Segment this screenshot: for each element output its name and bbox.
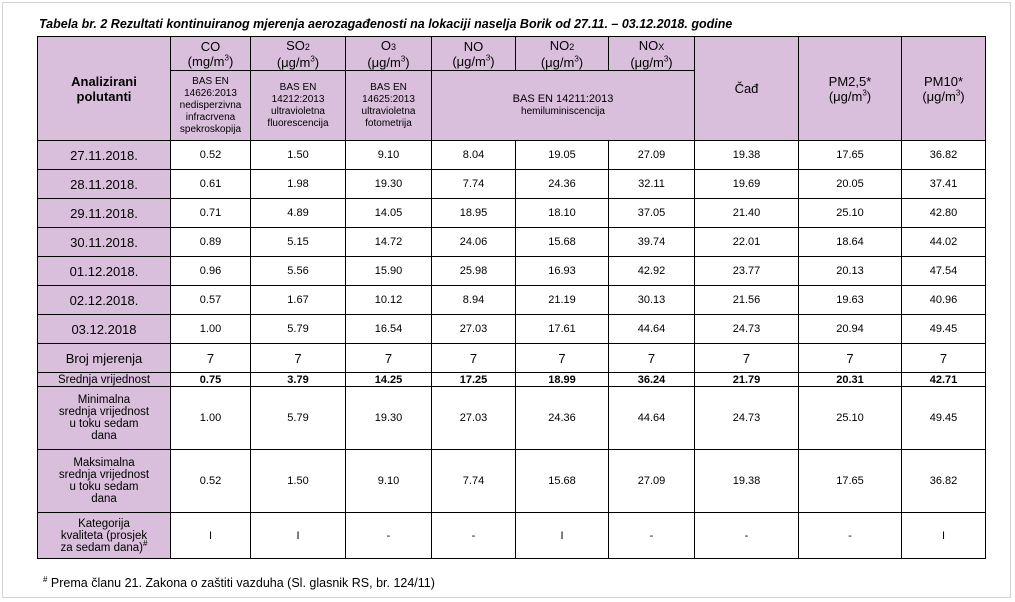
table-cell: I [171,513,251,559]
table-cell: 37.41 [902,170,986,199]
table-cell: 0.61 [171,170,251,199]
table-cell: 27.09 [609,141,695,170]
table-cell: 1.67 [251,286,346,315]
method-nox-group: BAS EN 14211:2013 hemiluminiscencija [432,71,695,141]
date-row [38,286,986,315]
table-cell: 7 [171,344,251,373]
table-cell: 30.13 [609,286,695,315]
table-cell: 19.38 [695,450,799,513]
table-cell: - [432,513,516,559]
min-row [38,387,986,450]
table-cell: 36.24 [609,373,695,387]
row-label: Srednja vrijednost [38,373,171,387]
table-cell: 1.50 [251,450,346,513]
mean-row [38,373,986,387]
table-cell: 25.10 [799,199,902,228]
table-cell: 0.52 [171,450,251,513]
table-cell: 0.57 [171,286,251,315]
count-row [38,344,986,373]
table-cell: 19.63 [799,286,902,315]
table-cell: 19.30 [346,170,432,199]
table-cell: - [799,513,902,559]
table-cell: 27.09 [609,450,695,513]
col-header-o3: O3 $(\mu g/m^3)$ [346,37,432,71]
table-cell: 1.00 [171,315,251,344]
table-cell: - [346,513,432,559]
table-cell: I [251,513,346,559]
table-cell: 32.11 [609,170,695,199]
table-cell: 1.50 [251,141,346,170]
row-label: Broj mjerenja [38,344,171,373]
col-header-pm10: PM10* $(\mu g/m^3)$ [902,37,986,141]
table-cell: 24.73 [695,387,799,450]
table-cell: 3.79 [251,373,346,387]
table-cell: 21.79 [695,373,799,387]
table-cell: I [516,513,609,559]
table-cell: 19.69 [695,170,799,199]
table-cell: 23.77 [695,257,799,286]
col-header-cad: Čađ [695,37,799,141]
table-cell: 7 [902,344,986,373]
row-label: 03.12.2018 [38,315,171,344]
table-cell: 18.99 [516,373,609,387]
table-cell: 44.02 [902,228,986,257]
table-cell: 1.00 [171,387,251,450]
table-cell: 15.68 [516,450,609,513]
col-header-nox: NOX $(\mu g/m^3)$ [609,37,695,71]
table-cell: 7.74 [432,170,516,199]
col-header-so2: SO2 $(\mu g/m^3)$ [251,37,346,71]
max-row [38,450,986,513]
table-cell: 18.10 [516,199,609,228]
row-label: 01.12.2018. [38,257,171,286]
table-cell: 27.03 [432,315,516,344]
measurement-table [37,36,986,559]
category-row [38,513,986,559]
table-cell: 7.74 [432,450,516,513]
table-cell: 18.64 [799,228,902,257]
table-cell: 21.40 [695,199,799,228]
row-label-header: Analizirani polutanti [38,37,171,141]
row-label: Kategorija kvaliteta (prosjek za sedam dana)# [38,513,171,559]
row-label: 29.11.2018. [38,199,171,228]
table-cell: 14.72 [346,228,432,257]
table-cell: 25.98 [432,257,516,286]
col-header-no2: NO2 $(\mu g/m^3)$ [516,37,609,71]
date-row [38,170,986,199]
table-cell: 9.10 [346,141,432,170]
table-cell: 20.05 [799,170,902,199]
table-cell: 5.79 [251,387,346,450]
table-cell: 10.12 [346,286,432,315]
table-cell: 24.36 [516,387,609,450]
table-cell: 27.03 [432,387,516,450]
table-cell: 7 [516,344,609,373]
footnote: # Prema članu 21. Zakona o zaštiti vazduha (Sl. glasnik RS, br. 124/11) [43,574,435,590]
method-co: BAS EN 14626:2013 nedisperzivna infracrvena spekroskopija [171,71,251,141]
table-caption: Tabela br. 2 Rezultati kontinuiranog mjerenja aerozagađenosti na lokaciji naselja Borik od 27.11. – 03.12.2018. godine [39,17,733,31]
col-header-pm25: PM2,5* $(\mu g/m^3)$ [799,37,902,141]
header-row-1 [38,37,986,71]
date-row [38,257,986,286]
table-cell: 7 [609,344,695,373]
col-header-co: CO $(mg/m^3)$ [171,37,251,71]
table-cell: 7 [799,344,902,373]
table-cell: 14.05 [346,199,432,228]
table-cell: 39.74 [609,228,695,257]
table-cell: 0.52 [171,141,251,170]
table-cell: - [695,513,799,559]
table-cell: 40.96 [902,286,986,315]
table-cell: 19.05 [516,141,609,170]
table-cell: 19.38 [695,141,799,170]
table-cell: 44.64 [609,315,695,344]
table-cell: 24.73 [695,315,799,344]
date-row [38,199,986,228]
row-label: 28.11.2018. [38,170,171,199]
row-label: Maksimalna srednja vrijednost u toku sedam dana [38,450,171,513]
table-cell: 24.06 [432,228,516,257]
table-cell: 0.96 [171,257,251,286]
table-cell: 25.10 [799,387,902,450]
table-cell: 42.71 [902,373,986,387]
table-cell: 4.89 [251,199,346,228]
date-row [38,228,986,257]
table-cell: 8.04 [432,141,516,170]
table-cell: 20.31 [799,373,902,387]
table-cell: 5.15 [251,228,346,257]
table-cell: 21.19 [516,286,609,315]
row-label: 27.11.2018. [38,141,171,170]
date-row [38,315,986,344]
table-cell: 44.64 [609,387,695,450]
table-cell: 22.01 [695,228,799,257]
table-cell: I [902,513,986,559]
table-cell: 0.71 [171,199,251,228]
table-cell: 19.30 [346,387,432,450]
table-cell: 8.94 [432,286,516,315]
table-cell: 24.36 [516,170,609,199]
method-so2: BAS EN 14212:2013 ultravioletna fluorescencija [251,71,346,141]
date-row [38,141,986,170]
table-cell: 0.75 [171,373,251,387]
table-cell: 36.82 [902,141,986,170]
row-label: 30.11.2018. [38,228,171,257]
table-cell: 15.90 [346,257,432,286]
table-cell: 14.25 [346,373,432,387]
table-cell: 49.45 [902,387,986,450]
table-cell: 15.68 [516,228,609,257]
table-cell: 7 [432,344,516,373]
table-cell: - [609,513,695,559]
table-cell: 37.05 [609,199,695,228]
table-cell: 5.56 [251,257,346,286]
table-cell: 17.25 [432,373,516,387]
col-header-no: NO $(\mu g/m^3)$ [432,37,516,71]
table-cell: 49.45 [902,315,986,344]
table-cell: 16.93 [516,257,609,286]
table-cell: 7 [695,344,799,373]
table-cell: 18.95 [432,199,516,228]
table-cell: 47.54 [902,257,986,286]
table-cell: 5.79 [251,315,346,344]
table-cell: 20.13 [799,257,902,286]
method-o3: BAS EN 14625:2013 ultravioletna fotometrija [346,71,432,141]
row-label: 02.12.2018. [38,286,171,315]
table-cell: 1.98 [251,170,346,199]
table-cell: 0.89 [171,228,251,257]
table-cell: 7 [251,344,346,373]
row-label: Minimalna srednja vrijednost u toku sedam dana [38,387,171,450]
table-cell: 17.65 [799,141,902,170]
table-cell: 16.54 [346,315,432,344]
table-cell: 42.92 [609,257,695,286]
table-cell: 7 [346,344,432,373]
table-cell: 21.56 [695,286,799,315]
table-cell: 42.80 [902,199,986,228]
table-cell: 9.10 [346,450,432,513]
table-cell: 17.61 [516,315,609,344]
table-cell: 17.65 [799,450,902,513]
table-cell: 20.94 [799,315,902,344]
table-cell: 36.82 [902,450,986,513]
